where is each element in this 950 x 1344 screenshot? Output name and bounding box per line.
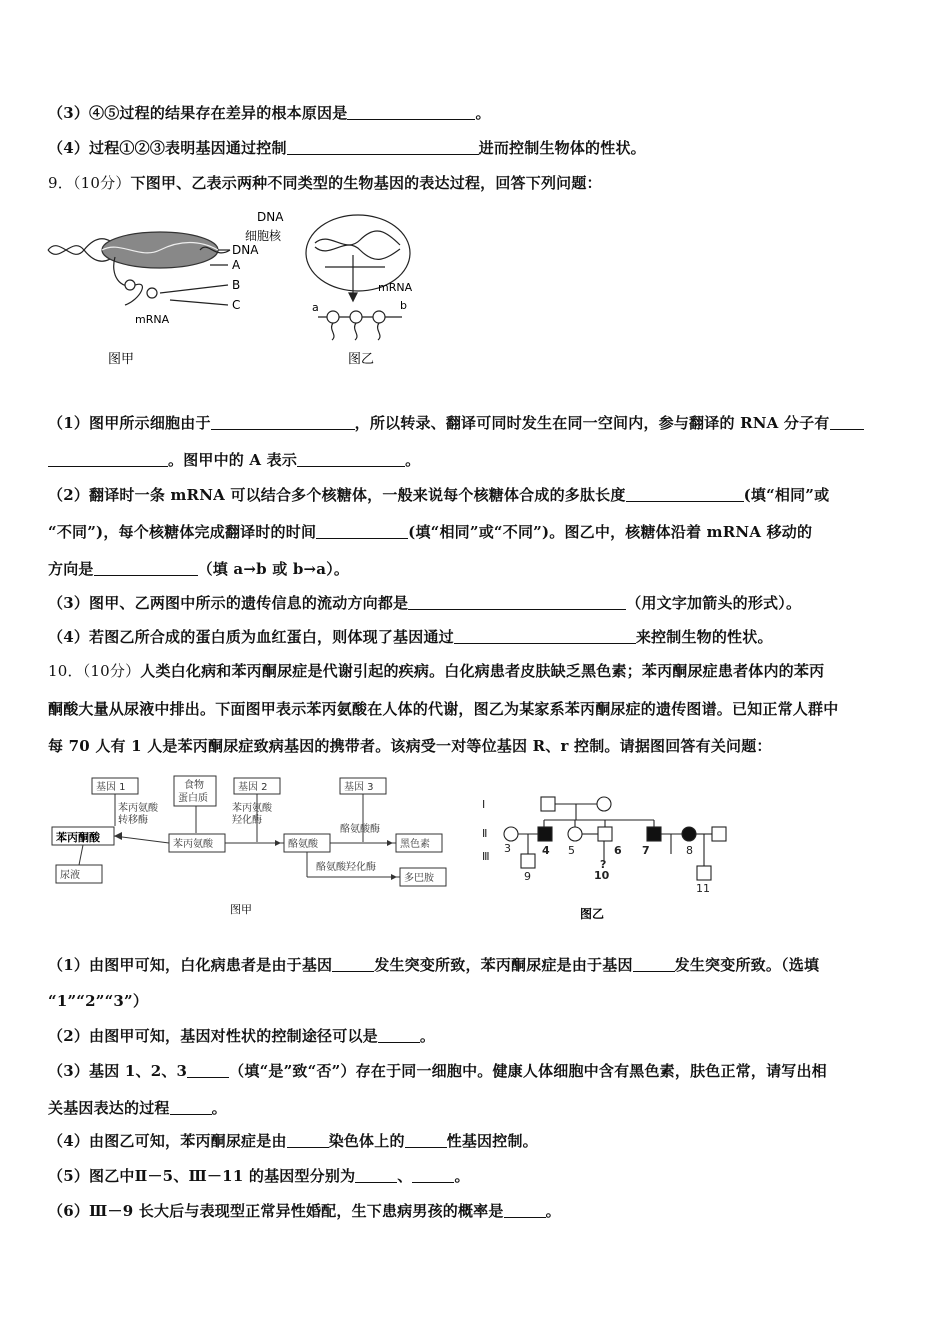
dopamine-label: 多巴胺 [404, 873, 434, 884]
fig9-jia-caption: 图甲 [108, 352, 135, 367]
enzyme1-label-1: 苯丙氨酸 [118, 803, 158, 814]
q10-3-line-b: 关基因表达的过程 。 [48, 1099, 227, 1117]
answer-blank[interactable] [332, 956, 374, 972]
answer-blank[interactable] [454, 628, 636, 644]
i-female [597, 797, 611, 811]
ii-6 [647, 827, 661, 841]
fig9-jia-a-label: A [232, 258, 241, 272]
ppa-label: 苯丙酮酸 [56, 831, 100, 844]
i-male [541, 797, 555, 811]
fig9-jia-b-label: B [232, 278, 241, 292]
answer-blank[interactable] [287, 1132, 329, 1148]
fig9-yi-nucleus-label: 细胞核 [245, 229, 282, 243]
figure-10 [44, 770, 710, 930]
enzyme3-label: 酪氨酸酶 [340, 824, 380, 835]
ii-4 [538, 827, 552, 841]
n11-label: 11 [696, 882, 710, 895]
phe-label: 苯丙氨酸 [173, 839, 213, 850]
answer-blank[interactable] [347, 104, 475, 120]
answer-blank[interactable] [355, 1167, 397, 1183]
q10-6-line: （6）Ⅲ－9 长大后与表现型正常异性婚配，生下患病男孩的概率是 。 [48, 1202, 561, 1220]
answer-blank[interactable] [378, 1027, 420, 1043]
q10-1-line-b: “1”“2”“3”） [48, 992, 149, 1010]
q10-stem-b: 酮酸大量从尿液中排出。下面图甲表示苯丙氨酸在人体的代谢，图乙为某家系苯丙酮尿症的遗传图谱。已知正常人群中 [48, 700, 839, 718]
iii-9 [521, 854, 535, 868]
answer-blank[interactable] [405, 1132, 447, 1148]
fig9-yi-a-label: a [312, 301, 319, 314]
q9-1-line-a: （1）图甲所示细胞由于 ，所以转录、翻译可同时发生在同一空间内，参与翻译的 RNA 分子有 [48, 413, 906, 433]
n5-label: 5 [568, 844, 575, 857]
fig10-yi-caption: 图乙 [580, 907, 605, 921]
urine-label: 尿液 [60, 870, 80, 881]
fig9-yi-dna-label: DNA [257, 210, 284, 224]
fig9-jia-c-label: C [232, 298, 241, 312]
gene1-label: 基因 1 [96, 782, 126, 793]
q9-2-line-c: 方向是 （填 a→b 或 b→a）。 [48, 560, 350, 578]
answer-blank[interactable] [48, 451, 168, 467]
q9-2-line-a: （2）翻译时一条 mRNA 可以结合多个核糖体，一般来说每个核糖体合成的多肽长度 (填“相同”或 [48, 486, 830, 504]
q10-4-line: （4）由图乙可知，苯丙酮尿症是由 染色体上的 性基因控制。 [48, 1132, 538, 1150]
n10-label: 10 [594, 869, 610, 882]
q10-stem-a: 10．（10分）人类白化病和苯丙酮尿症是代谢引起的疾病。白化病患者皮肤缺乏黑色素；苯丙酮尿症患者体内的苯丙 [48, 662, 825, 680]
ii-7 [682, 827, 696, 841]
iii-11 [697, 866, 711, 880]
q9-2-line-b: “不同”)，每个核糖体完成翻译时的时间 (填“相同”或“不同”)。图乙中，核糖体沿着 mRNA 移动的 [48, 523, 813, 541]
melanin-label: 黑色素 [400, 839, 430, 850]
q10-stem-c: 每 70 人有 1 人是苯丙酮尿症致病基因的携带者。该病受一对等位基因 R、r 控制。请据图回答有关问题： [48, 737, 772, 755]
q10-5-line: （5）图乙中Ⅱ－5、Ⅲ－11 的基因型分别为 、 。 [48, 1167, 470, 1185]
q10-3-line-a: （3）基因 1、2、3 （填“是”致“否”）存在于同一细胞中。健康人体细胞中含有黑色素，肤色正常，请写出相 [48, 1062, 827, 1080]
n3-label: 3 [504, 842, 511, 855]
q8-3-line: （3）④⑤过程的结果存在差异的根本原因是 。 [48, 104, 491, 122]
answer-blank[interactable] [412, 1167, 454, 1183]
answer-blank[interactable] [316, 523, 408, 539]
answer-blank[interactable] [211, 414, 355, 430]
n9-label: 9 [524, 870, 531, 883]
q10-1-line-a: （1）由图甲可知，白化病患者是由于基因 发生突变所致，苯丙酮尿症是由于基因 发生突变所致。（选填 [48, 956, 820, 974]
answer-blank[interactable] [287, 139, 479, 155]
answer-blank[interactable] [830, 414, 864, 430]
gene2-label: 基因 2 [238, 782, 268, 793]
fig10-jia-caption: 图甲 [230, 903, 252, 916]
ii-8 [712, 827, 726, 841]
unknown-mark: ? [600, 858, 607, 871]
q9-stem: 9．（10分）下图甲、乙表示两种不同类型的生物基因的表达过程，回答下列问题： [48, 174, 602, 192]
answer-blank[interactable] [297, 451, 405, 467]
fig9-jia [48, 232, 230, 305]
enzyme2-label-2: 羟化酶 [232, 815, 262, 826]
n4-label: 4 [542, 844, 550, 857]
pedigree [504, 797, 726, 880]
n7-label: 7 [642, 844, 650, 857]
ii-5b [598, 827, 612, 841]
answer-blank[interactable] [633, 956, 675, 972]
fig9-yi-mrna-label: mRNA [378, 281, 413, 294]
gene3-label: 基因 3 [344, 782, 374, 793]
q9-3-line: （3）图甲、乙两图中所示的遗传信息的流动方向都是 （用文字加箭头的形式）。 [48, 594, 802, 612]
n8-label: 8 [686, 844, 693, 857]
figure-9 [40, 205, 440, 380]
n6-label: 6 [614, 844, 622, 857]
ii-5 [568, 827, 582, 841]
q9-4-line: （4）若图乙所合成的蛋白质为血红蛋白，则体现了基因通过 来控制生物的性状。 [48, 628, 773, 646]
gen-iii-label: Ⅲ [482, 850, 490, 863]
fig9-jia-mrna-label: mRNA [135, 313, 170, 326]
answer-blank[interactable] [187, 1062, 229, 1078]
fig9-jia-dna-label: DNA [232, 243, 259, 257]
q10-2-line: （2）由图甲可知，基因对性状的控制途径可以是 。 [48, 1027, 436, 1045]
answer-blank[interactable] [408, 594, 626, 610]
fig9-yi-caption: 图乙 [348, 352, 375, 367]
answer-blank[interactable] [170, 1099, 212, 1115]
answer-blank[interactable] [94, 560, 198, 576]
food-label-2: 蛋白质 [178, 793, 208, 804]
answer-blank[interactable] [504, 1202, 546, 1218]
fig9-yi-b-label: b [400, 299, 407, 312]
fig9-yi [306, 215, 410, 340]
gen-ii-label: Ⅱ [482, 827, 488, 840]
enzyme1-label-2: 转移酶 [118, 815, 148, 826]
gen-i-label: Ⅰ [482, 798, 486, 811]
tyr-label: 酪氨酸 [288, 839, 318, 850]
enzyme4-label: 酪氨酸羟化酶 [316, 862, 376, 873]
ii-3 [504, 827, 518, 841]
q8-4-line: （4）过程①②③表明基因通过控制 进而控制生物体的性状。 [48, 139, 646, 157]
answer-blank[interactable] [626, 486, 744, 502]
enzyme2-label-1: 苯丙氨酸 [232, 803, 272, 814]
food-label-1: 食物 [184, 780, 204, 791]
q9-1-line-b: 。图甲中的 A 表示 。 [48, 450, 906, 470]
